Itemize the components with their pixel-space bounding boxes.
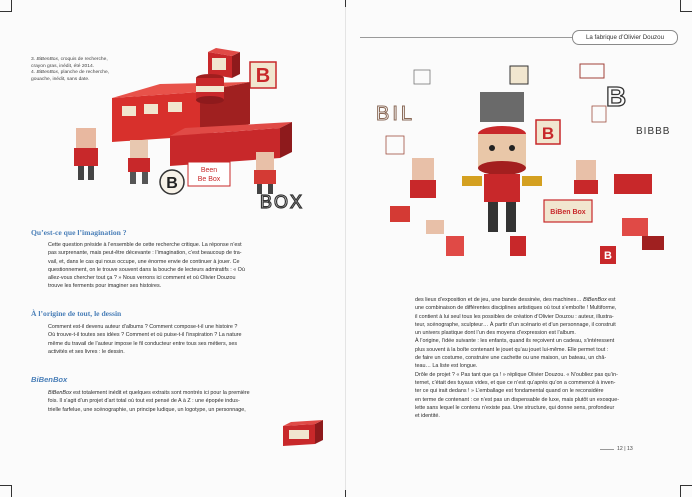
- caption-number: 4.: [31, 70, 36, 76]
- text-line: teur, scénographe, sculpteur… À partir d’un scénario et d’un personnage, il construit: [415, 321, 616, 328]
- text-line: allez-vous chercher tout ça ? » Nous verrons ici comment et où Olivier Douzou: [48, 275, 236, 282]
- crop-mark: [680, 485, 692, 486]
- text-line: teau… La liste est longue.: [415, 363, 478, 370]
- letter-b-badge: [160, 170, 184, 194]
- box-label-text: BiBen Box: [550, 209, 586, 216]
- toy-block: [510, 236, 526, 256]
- text-line: pas surprenante, mais peut-être décevante : l’imagination, c’est beaucoup de tra-: [48, 250, 242, 257]
- sign-text: Be Box: [197, 176, 221, 183]
- text-line: de faire un costume, construire une cachette ou une maison, un bateau, un châ-: [415, 355, 607, 362]
- crop-mark: [11, 485, 12, 497]
- page-number: 12 | 13: [617, 446, 633, 452]
- text-span: des lieux d’exposition et de jeu, une bande dessinée, des machines…: [415, 297, 584, 303]
- toy-block: [446, 236, 464, 256]
- text-line: questionnement, on le trouve souvent dans la bouche de lecteurs admiratifs : « Où: [48, 266, 245, 273]
- toy-box-small: [208, 48, 240, 78]
- inline-title: BiBenBox: [583, 297, 607, 303]
- box-lettering: BOX: [260, 192, 305, 212]
- header-rule: [360, 37, 572, 38]
- text-line: ternet, c’était des tuyaux vides, et que ce n’est qu’après qu’on a commencé à inven-: [415, 379, 616, 386]
- text-line: Où trouve-t-il toutes ses idées ? Comment et où puise-t-il l’inspiration ? La nature: [48, 332, 242, 339]
- small-toy-illustration: [281, 418, 325, 448]
- text-line: trouve les ferments pour imaginer ses histoires.: [48, 283, 162, 290]
- caption-number: 3.: [31, 57, 36, 62]
- section-paragraph: [48, 241, 332, 291]
- caption-title: BiBenBox: [36, 70, 58, 76]
- sign-text: Been: [200, 167, 218, 174]
- section-paragraph: [48, 323, 332, 356]
- letter-cube: [250, 62, 276, 88]
- crop-mark: [680, 11, 692, 12]
- text-line: fois. Il s’agit d’un projet d’art total où tout est pensé de A à Z : une épopée indus-: [48, 398, 240, 405]
- text-line: trielle farfelue, une scénographie, un principe ludique, un logotype, un personnage,: [48, 406, 246, 413]
- central-robot: [462, 92, 542, 232]
- sketch-letter-stack: BIBBB: [636, 126, 671, 137]
- text-line: et identité.: [415, 413, 440, 420]
- text-line: [415, 296, 677, 304]
- robot-figure-mid: [128, 140, 150, 184]
- text-span: est: [606, 297, 616, 303]
- section-paragraph: [48, 389, 332, 414]
- right-page-paragraph: [415, 296, 677, 420]
- text-line: vail, et, dans le cas qui nous occupe, une énorme envie de continuer à jouer. Ce: [48, 258, 240, 265]
- badge-letter: B: [166, 175, 178, 192]
- letter-b-badge: [600, 246, 616, 264]
- sketch-lettering: BIL: [376, 103, 416, 125]
- sketch-letter-b: B: [606, 81, 627, 112]
- page-gutter: [345, 0, 346, 497]
- left-illustration: [57, 48, 320, 218]
- crop-mark: [11, 0, 12, 12]
- crop-mark: [345, 0, 346, 7]
- robot-figure-right: [254, 152, 276, 194]
- badge-letter: B: [604, 250, 612, 262]
- cube-letter: B: [255, 65, 271, 87]
- caption-line: crayon gras, inédit, été 2014.: [31, 63, 95, 69]
- section-heading: BiBenBox: [31, 375, 68, 384]
- caption-text: , planche de recherche,: [57, 70, 110, 76]
- toy-sign: [188, 162, 230, 186]
- caption-text: , croquis de recherche,: [57, 57, 108, 62]
- biben-box-package: [544, 200, 592, 222]
- letter-cube: [536, 120, 560, 144]
- folio-rule: [600, 449, 614, 450]
- text-line: même du travail de l’auteur impose le fil conducteur entre tous ses métiers, ses: [48, 340, 238, 347]
- crop-mark: [680, 485, 681, 497]
- crop-mark: [345, 490, 346, 497]
- text-line: une combinaison de différentes disciplines artistiques où tout s’emboîte ! Multiforme,: [415, 305, 617, 312]
- text-line: ter ce qui irait dedans ! » L’emballage est fondamental quand on le reconsidère: [415, 388, 604, 395]
- toy-drum: [196, 74, 224, 104]
- text-line: [48, 389, 332, 397]
- text-line: il contient à lui seul tous les possibles de création d’Olivier Douzou : auteur, illustra-: [415, 313, 614, 320]
- cube-letter: B: [541, 124, 555, 143]
- text-line: Cette question préside à l’ensemble de cette recherche critique. La réponse n’est: [48, 242, 242, 248]
- crop-mark: [680, 0, 681, 12]
- caption-line: gouache, inédit, sans date.: [31, 76, 90, 82]
- robot-figure-left: [390, 158, 444, 234]
- inline-title: BiBenBox: [48, 390, 72, 396]
- right-illustration: [360, 50, 680, 270]
- caption-title: BiBenBox: [36, 57, 58, 62]
- text-line: À l’origine, l’idée suivante : les enfants, quand ils reçoivent un cadeau, s’intéressent: [415, 338, 615, 345]
- text-line: Drôle de projet ? « Pas tant que ça ! » réplique Olivier Douzou. « N’oubliez pas qu’in-: [415, 371, 618, 378]
- text-line: en terme de contenant : ce n’est pas un dispensable de luxe, mais plutôt un exosque-: [415, 396, 620, 403]
- section-heading: Qu’est-ce que l’imagination ?: [31, 228, 127, 237]
- text-line: Comment est-il devenu auteur d’albums ? Comment compose-t-il une histoire ?: [48, 324, 238, 330]
- running-title: La fabrique d’Olivier Douzou: [572, 30, 678, 45]
- text-line: un univers plastique dont l’un des moyens d’expression est l’album.: [415, 330, 576, 337]
- text-line: plus souvent à la boîte contenant le jouet qu’au jouet lui-même. Elle permet tout :: [415, 346, 609, 353]
- robot-figure-left: [74, 128, 98, 180]
- text-line: lette sans lequel le contenu n’existe pas. Une structure, qui donne sens, profondeur: [415, 404, 615, 411]
- text-span: est totalement inédit et quelques extraits sont montrés ici pour la première: [71, 390, 250, 396]
- text-line: activités et ses livres : le dessin.: [48, 348, 125, 355]
- section-heading: À l’origine de tout, le dessin: [31, 309, 122, 318]
